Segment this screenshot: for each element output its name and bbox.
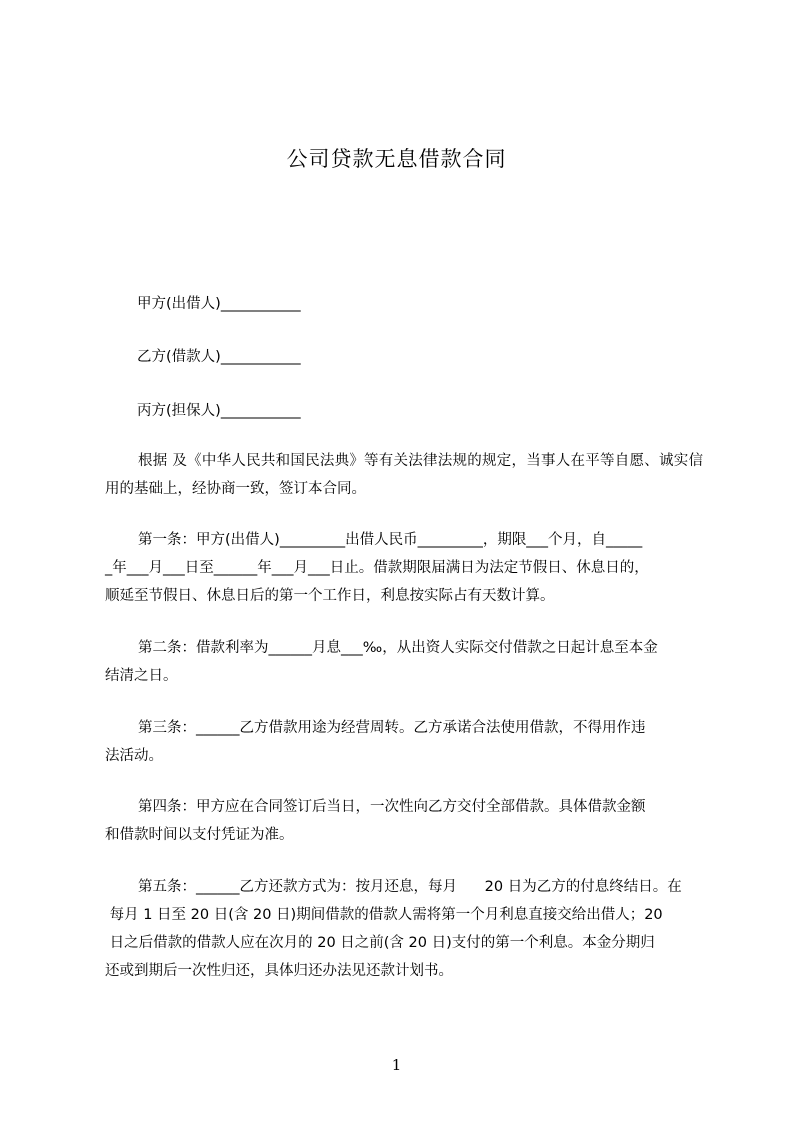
article-1-paragraph xyxy=(105,526,703,610)
article-1-line: 顺延至节假日、休息日后的第一个工作日，利息按实际占有天数计算。 xyxy=(105,588,555,604)
page-title: 公司贷款无息借款合同 xyxy=(286,147,507,171)
party-borrower-line: 乙方(借款人)___________ xyxy=(137,349,301,365)
article-4-line: 第四条：甲方应在合同签订后当日，一次性向乙方交付全部借款。具体借款金额 xyxy=(138,799,646,815)
article-3-line: 第三条：______乙方借款用途为经营周转。乙方承诺合法使用借款，不得用作违 xyxy=(138,720,646,736)
article-2-paragraph xyxy=(105,634,703,690)
article-1-line: 第一条：甲方(出借人)_________出借人民币_________，期限___个月，自_____ xyxy=(138,532,643,548)
party-guarantor-line: 丙方(担保人)___________ xyxy=(137,403,301,419)
page-number: 1 xyxy=(391,1056,402,1074)
article-5-line: 还或到期后一次性归还，具体归还办法见还款计划书。 xyxy=(105,963,453,979)
article-5-line: 日之后借款的借款人应在次月的 20 日之前(含 20 日)支付的第一个利息。本金分期归 xyxy=(105,935,655,951)
article-5-paragraph xyxy=(105,873,703,985)
party-lender-line: 甲方(出借人)___________ xyxy=(137,296,301,312)
article-3-line: 法活动。 xyxy=(105,748,163,764)
article-1-line: _年___月___日至______年___月___日止。借款期限届满日为法定节假日、休息日的， xyxy=(105,560,649,576)
article-3-paragraph xyxy=(105,714,703,770)
article-5-line: 第五条：______乙方还款方式为：按月还息，每月 20 日为乙方的付息终结日。在 xyxy=(138,879,682,895)
preamble-paragraph: 根据 及《中华人民共和国民法典》等有关法律法规的规定，当事人在平等自愿、诚实信用的基础上，经协商一致，签订本合同。 xyxy=(105,453,703,497)
article-4-line: 和借款时间以支付凭证为准。 xyxy=(105,827,294,843)
article-2-line: 第二条：借款利率为______月息___‰，从出资人实际交付借款之日起计息至本金 xyxy=(138,640,658,656)
article-4-paragraph xyxy=(105,793,703,849)
article-5-line: 每月 1 日至 20 日(含 20 日)期间借款的借款人需将第一个月利息直接交给出借人；20 xyxy=(105,907,663,923)
article-2-line: 结清之日。 xyxy=(105,668,178,684)
